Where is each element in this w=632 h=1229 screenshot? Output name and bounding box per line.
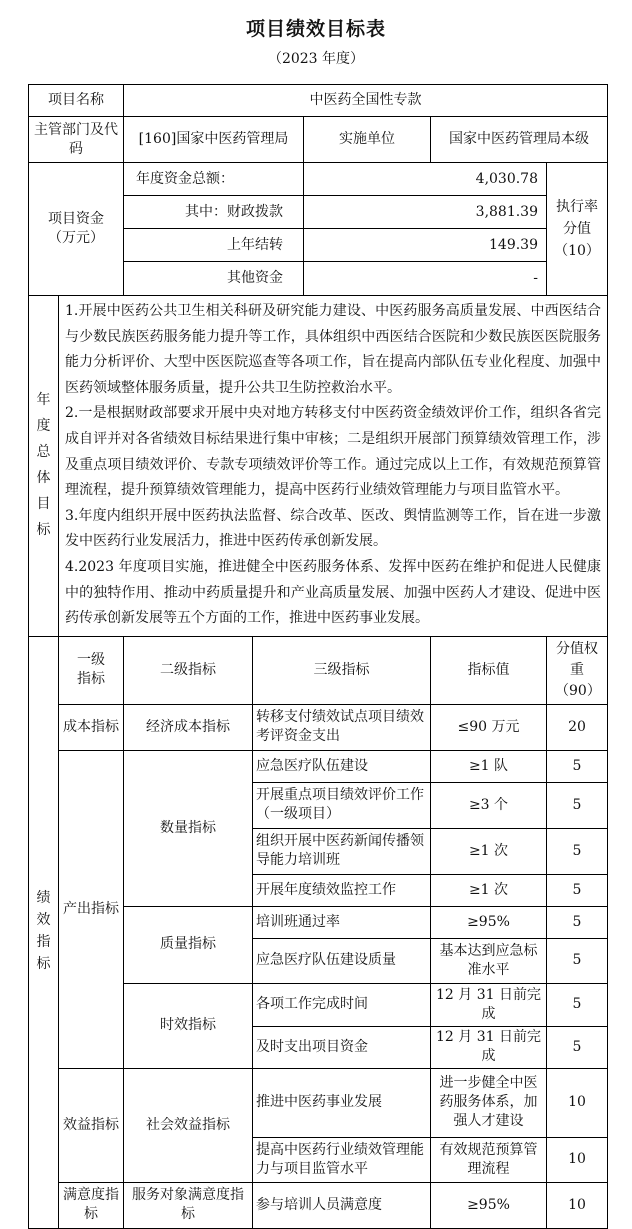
- indicator-score: 5: [547, 906, 608, 938]
- level1-cost: 成本指标: [59, 704, 124, 750]
- header-level1: [59, 636, 124, 704]
- indicator-name: 组织开展中医药新闻传播领导能力培训班: [253, 828, 431, 874]
- indicator-value: ≥1 次: [431, 874, 547, 906]
- annual-goals-text: [59, 295, 608, 636]
- indicator-score: 5: [547, 782, 608, 828]
- goals-indicators-table: [28, 295, 608, 1229]
- indicator-value: 进一步健全中医药服务体系，加强人才建设: [431, 1068, 547, 1137]
- fund-carryover-value: 149.39: [304, 229, 547, 262]
- annual-goals-label-text: 年度总体目标: [36, 392, 51, 539]
- indicator-score: 10: [547, 1137, 608, 1182]
- year-subtitle: （2023 年度）: [267, 51, 365, 67]
- indicator-value: ≥3 个: [431, 782, 547, 828]
- indicator-name: 各项工作完成时间: [253, 983, 431, 1026]
- indicator-name: 推进中医药事业发展: [253, 1068, 431, 1137]
- indicator-score: 5: [547, 1026, 608, 1068]
- exec-rate-text: 执行率分值（10）: [554, 199, 600, 259]
- indicator-score: 5: [547, 938, 608, 983]
- level2-economic: 经济成本指标: [124, 704, 253, 750]
- header-level2: 二级指标: [124, 636, 253, 704]
- goal-paragraph: 4.2023 年度项目实施，推进健全中医药服务体系、发挥中医药在维护和促进人民健康中的独特作用、推动中药质量提升和产业高质量发展、加强中医药人才建设、促进中医药传承创新发展等五个方面的工作，推进中医药事业发展。: [65, 558, 602, 627]
- dept-value: [160]国家中医药管理局: [124, 117, 304, 163]
- indicator-name: 提高中医药行业绩效管理能力与项目监管水平: [253, 1137, 431, 1182]
- indicator-score: 5: [547, 874, 608, 906]
- project-name-value: 中医药全国性专款: [124, 85, 608, 117]
- impl-value: 国家中医药管理局本级: [431, 117, 608, 163]
- level2-quality: 质量指标: [124, 906, 253, 983]
- indicator-name: 应急医疗队伍建设质量: [253, 938, 431, 983]
- indicator-name: 开展年度绩效监控工作: [253, 874, 431, 906]
- indicator-value: 12 月 31 日前完成: [431, 983, 547, 1026]
- fund-fiscal-value: 3,881.39: [304, 196, 547, 229]
- indicator-name: 转移支付绩效试点项目绩效考评资金支出: [253, 704, 431, 750]
- level2-timeliness: 时效指标: [124, 983, 253, 1068]
- exec-rate-label: [547, 163, 608, 296]
- indicator-score: 10: [547, 1182, 608, 1228]
- indicators-label: [29, 636, 59, 1228]
- fund-other-value: -: [304, 262, 547, 296]
- fund-fiscal-label: 其中：财政拨款: [124, 196, 304, 229]
- indicator-value: ≥1 队: [431, 750, 547, 782]
- header-level3: 三级指标: [253, 636, 431, 704]
- header-value: 指标值: [431, 636, 547, 704]
- level2-social-benefit: 社会效益指标: [124, 1068, 253, 1182]
- indicator-score: 20: [547, 704, 608, 750]
- page-title: 项目绩效目标表: [245, 18, 386, 40]
- header-level1-text: 一级指标: [77, 652, 105, 688]
- indicator-name: 培训班通过率: [253, 906, 431, 938]
- indicator-value: 基本达到应急标准水平: [431, 938, 547, 983]
- fund-total-label: 年度资金总额：: [124, 163, 304, 196]
- indicator-score: 5: [547, 828, 608, 874]
- indicator-value: 12 月 31 日前完成: [431, 1026, 547, 1068]
- indicator-value: 有效规范预算管理流程: [431, 1137, 547, 1182]
- level2-service-satisfaction: 服务对象满意度指标: [124, 1182, 253, 1228]
- funds-label-text: 项目资金（万元）: [48, 211, 104, 246]
- indicator-name: 开展重点项目绩效评价工作（一级项目）: [253, 782, 431, 828]
- fund-total-value: 4,030.78: [304, 163, 547, 196]
- impl-label: 实施单位: [304, 117, 431, 163]
- funds-label: [29, 163, 124, 296]
- goal-paragraph: 2.一是根据财政部要求开展中央对地方转移支付中医药资金绩效评价工作，组织各省完成自评并对各省绩效目标结果进行集中审核；二是组织开展部门预算绩效管理工作，涉及重点项目绩效评价、专款专项绩效评价等工作。通过完成以上工作，有效规范预算管理流程，提升预算绩效管理能力，提高中医药行业绩效管理能力与项目监管水平。: [65, 405, 602, 499]
- indicator-name: 参与培训人员满意度: [253, 1182, 431, 1228]
- goal-paragraph: 1.开展中医药公共卫生相关科研及研究能力建设、中医药服务高质量发展、中西医结合与少数民族医药服务能力提升等工作，具体组织中西医结合医院和少数民族医医院服务能力分析评价、大型中医医院巡查等各项工作，旨在提高内部队伍专业化程度、加强中医药领域整体服务质量，提升公共卫生防控救治水平。: [65, 303, 602, 396]
- indicator-score: 5: [547, 750, 608, 782]
- header-score: [547, 636, 608, 704]
- level1-satisfaction: 满意度指标: [59, 1182, 124, 1228]
- indicator-score: 10: [547, 1068, 608, 1137]
- fund-other-label: 其他资金: [124, 262, 304, 296]
- indicator-value: ≤90 万元: [431, 704, 547, 750]
- header-score-text: 分值权重（90）: [555, 640, 601, 699]
- dept-label: 主管部门及代码: [29, 117, 124, 163]
- level1-benefit: 效益指标: [59, 1068, 124, 1182]
- indicator-score: 5: [547, 983, 608, 1026]
- level1-output: 产出指标: [59, 750, 124, 1068]
- indicator-name: 应急医疗队伍建设: [253, 750, 431, 782]
- indicator-value: ≥95%: [431, 1182, 547, 1228]
- annual-goals-label: [29, 295, 59, 636]
- fund-carryover-label: 上年结转: [124, 229, 304, 262]
- indicator-value: ≥95%: [431, 906, 547, 938]
- indicator-value: ≥1 次: [431, 828, 547, 874]
- project-info-table: [28, 84, 608, 296]
- indicator-name: 及时支出项目资金: [253, 1026, 431, 1068]
- level2-quantity: 数量指标: [124, 750, 253, 906]
- indicators-label-text: 绩效指标: [36, 890, 51, 973]
- project-name-label: 项目名称: [29, 85, 124, 117]
- goal-paragraph: 3.年度内组织开展中医药执法监督、综合改革、医改、舆情监测等工作，旨在进一步激发中医药行业发展活力，推进中医药传承创新发展。: [65, 507, 602, 550]
